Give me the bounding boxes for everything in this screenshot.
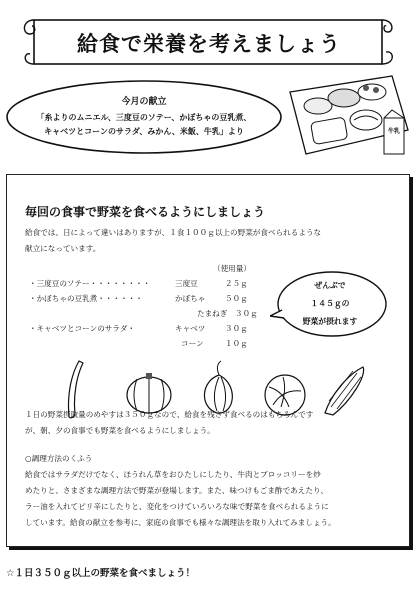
ingredient-item: 三度豆 bbox=[175, 279, 198, 288]
ingredient-amount: ５０ｇ bbox=[225, 294, 248, 303]
ingredient-amount: ２５ｇ bbox=[225, 279, 248, 288]
ingredient-item: コーン bbox=[181, 339, 204, 348]
ingredient-dish: ・キャベツとコーンのサラダ・ bbox=[29, 324, 136, 333]
menu-heading: 今月の献立 bbox=[121, 97, 167, 107]
corn-icon bbox=[325, 367, 364, 415]
tips-line: ラー油を入れてピリ辛にしたりと、変化をつけていろいろな味で野菜を食べられるように bbox=[25, 502, 329, 511]
milk-label: 牛乳 bbox=[387, 128, 400, 135]
tray-icon bbox=[288, 70, 410, 162]
lunch-tray-illustration bbox=[288, 70, 410, 162]
tips-line: 給食ではサラダだけでなく、ほうれん草をおひたしにしたり、牛肉とブロッコリーを炒 bbox=[25, 470, 321, 479]
ingredient-item: キャベツ bbox=[175, 324, 206, 333]
footer-note: ☆１日３５０ｇ以上の野菜を食べましょう！ bbox=[6, 568, 196, 579]
target-line: １日の野菜摂取量のめやすは３５０ｇなので、給食を残さず食べるのはもちろんです bbox=[25, 410, 314, 419]
menu-line: 「糸よりのムニエル、三度豆のソテー、かぼちゃの豆乳煮、 bbox=[36, 113, 252, 122]
ingredient-item: かぼちゃ bbox=[175, 294, 206, 303]
title-banner bbox=[20, 14, 398, 72]
ingredient-item: たまねぎ bbox=[197, 309, 228, 318]
main-box bbox=[6, 174, 410, 547]
usage-label: （使用量） bbox=[213, 264, 251, 273]
intro-line: 献立になっています。 bbox=[25, 244, 101, 253]
menu-ellipse bbox=[4, 78, 284, 156]
menu-line: キャベツとコーンのサラダ、みかん、米飯、牛乳」より bbox=[44, 127, 244, 136]
tips-heading: ○調理方法のくふう bbox=[25, 454, 93, 463]
ingredient-amount: １０ｇ bbox=[225, 339, 248, 348]
tips-line: しています。給食の献立を参考に、家庭の食事でも様々な調理法を取り入れてみましょう。 bbox=[25, 518, 336, 527]
onion-icon bbox=[204, 361, 232, 413]
ingredient-dish: ・かぼちゃの豆乳煮・・・・・・ bbox=[29, 294, 143, 303]
page-title: 給食で栄養を考えましょう bbox=[77, 32, 341, 56]
total-callout bbox=[270, 266, 390, 346]
ingredient-amount: ３０ｇ bbox=[225, 324, 248, 333]
ingredient-dish: ・三度豆のソテー・・・・・・・・ bbox=[29, 279, 151, 288]
callout-line: ぜんぶで bbox=[314, 281, 346, 290]
callout-line: １４５ｇの bbox=[310, 299, 350, 308]
ingredient-amount: ３０ｇ bbox=[235, 309, 258, 318]
tips-line: めたりと、さまざまな調理方法で野菜が登場します。また、味つけもごま酢であえたり、 bbox=[25, 486, 329, 495]
box-heading: 毎回の食事で野菜を食べるようにしましょう bbox=[25, 205, 266, 219]
intro-line: 給食では、日によって違いはありますが、１食１００ｇ以上の野菜が食べられるような bbox=[25, 228, 322, 237]
target-line: が、朝、夕の食事でも野菜を食べるようにしましょう。 bbox=[25, 426, 215, 435]
callout-line: 野菜が摂れます bbox=[302, 317, 358, 326]
